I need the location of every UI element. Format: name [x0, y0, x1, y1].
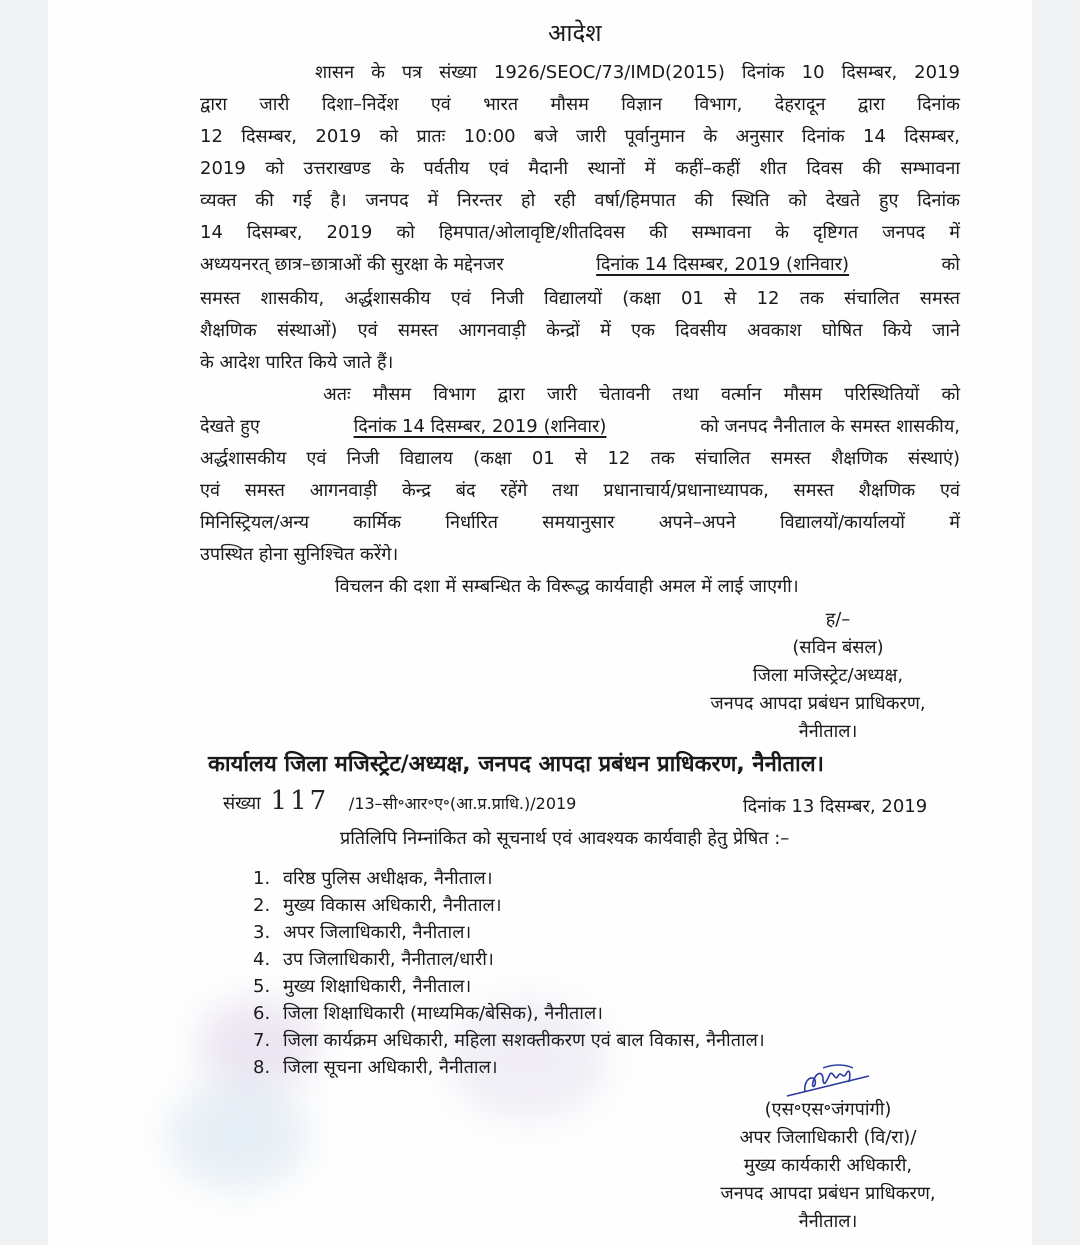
copy-list-item: 2. मुख्य विकास अधिकारी, नैनीताल।: [253, 895, 502, 916]
copy-list-item: 4. उप जिलाधिकारी, नैनीताल/धारी।: [253, 949, 494, 970]
reference-date: दिनांक 13 दिसम्बर, 2019: [743, 796, 928, 817]
para3-line: विचलन की दशा में सम्बन्धित के विरूद्ध कार्यवाही अमल में लाई जाएगी।: [335, 576, 799, 597]
handwritten-number: 117: [270, 786, 330, 816]
para1-text: को: [941, 254, 960, 275]
copy-list-item: 3. अपर जिलाधिकारी, नैनीताल।: [253, 922, 472, 943]
signatory-designation: अपर जिलाधिकारी (वि/रा)/: [739, 1127, 917, 1148]
para2-line: [200, 414, 960, 440]
signatory-authority: जनपद आपदा प्रबंधन प्राधिकरण,: [720, 1183, 936, 1204]
copy-list-item: 7. जिला कार्यक्रम अधिकारी, महिला सशक्तीकरण एवं बाल विकास, नैनीताल।: [253, 1030, 765, 1051]
highlighted-date: दिनांक 14 दिसम्बर, 2019 (शनिवार): [353, 416, 607, 437]
para2-line: उपस्थित होना सुनिश्चित करेंगे।: [200, 544, 399, 565]
signature-block-1: [648, 606, 988, 746]
signatory-place: नैनीताल।: [798, 721, 858, 742]
para2-text: देखते हुए: [200, 416, 260, 437]
scan-stain: [168, 1080, 308, 1190]
document-page: [48, 0, 1032, 1245]
para1-line: 12 दिसम्बर, 2019 को प्रातः 10:00 बजे जारी पूर्वानुमान के अनुसार दिनांक 14 दिसम्बर,: [200, 126, 960, 147]
para1-line: के आदेश पारित किये जाते हैं।: [200, 352, 394, 373]
signatory-name: (सविन बंसल): [792, 637, 884, 658]
para2-line: मिनिस्ट्रियल/अन्य कार्मिक निर्धारित समयानुसार अपने–अपने विद्यालयों/कार्यालयों में: [200, 512, 960, 533]
copy-list: [253, 866, 765, 1082]
para1-line: शासन के पत्र संख्या 1926/SEOC/73/IMD(2015) दिनांक 10 दिसम्बर, 2019: [315, 62, 960, 83]
para1-line: शैक्षणिक संस्थाओं) एवं समस्त आगनवाड़ी केन्द्रों में एक दिवसीय अवकाश घोषित किये जाने: [200, 320, 960, 341]
para1-line: 2019 को उत्तराखण्ड के पर्वतीय एवं मैदानी स्थानों में कहीं–कहीं शीत दिवस की सम्भावना: [200, 158, 960, 179]
para2-line: अतः मौसम विभाग द्वारा जारी चेतावनी तथा वर्त्मान मौसम परिस्थितियों को: [323, 384, 960, 405]
para2-text: को जनपद नैनीताल के समस्त शासकीय,: [700, 416, 960, 437]
reference-line: [223, 788, 576, 817]
document-title: आदेश: [548, 19, 602, 47]
signature-mark: ह/–: [825, 609, 851, 630]
signature-block-2: [678, 1096, 978, 1236]
para1-line: 14 दिसम्बर, 2019 को हिमपात/ओलावृष्टि/शीतदिवस की सम्भावना के दृष्टिगत जनपद में: [200, 222, 960, 243]
para2-line: एवं समस्त आगनवाड़ी केन्द्र बंद रहेंगे तथा प्रधानाचार्य/प्रधानाध्यापक, समस्त शैक्षणिक एवं: [200, 480, 960, 501]
copy-list-item: 1. वरिष्ठ पुलिस अधीक्षक, नैनीताल।: [253, 868, 493, 889]
para1-line: व्यक्त की गई है। जनपद में निरन्तर हो रही वर्षा/हिमपात की स्थिति को देखते हुए दिनांक: [200, 190, 960, 211]
para1-text: अध्ययनरत् छात्र–छात्राओं की सुरक्षा के मद्देनजर: [200, 254, 504, 275]
reference-label: संख्या: [223, 793, 261, 814]
para1-line: [200, 252, 960, 278]
signatory-name: (एस॰एस॰जंगपांगी): [764, 1099, 892, 1120]
signatory-designation: जिला मजिस्ट्रेट/अध्यक्ष,: [752, 665, 904, 686]
signatory-place: नैनीताल।: [798, 1211, 858, 1232]
signatory-authority: जनपद आपदा प्रबंधन प्राधिकरण,: [710, 693, 926, 714]
signatory-designation: मुख्य कार्यकारी अधिकारी,: [743, 1155, 913, 1176]
reference-code: /13–सी॰आर॰ए॰(आ.प्र.प्राधि.)/2019: [348, 794, 577, 813]
copy-list-item: 5. मुख्य शिक्षाधिकारी, नैनीताल।: [253, 976, 472, 997]
highlighted-date: दिनांक 14 दिसम्बर, 2019 (शनिवार): [596, 254, 850, 275]
para1-line: द्वारा जारी दिशा–निर्देश एवं भारत मौसम विज्ञान विभाग, देहरादून द्वारा दिनांक: [200, 94, 960, 115]
para1-line: समस्त शासकीय, अर्द्धशासकीय एवं निजी विद्यालयों (कक्षा 01 से 12 तक संचालित समस्त: [200, 288, 960, 309]
copy-list-item: 8. जिला सूचना अधिकारी, नैनीताल।: [253, 1057, 498, 1078]
office-heading: कार्यालय जिला मजिस्ट्रेट/अध्यक्ष, जनपद आपदा प्रबंधन प्राधिकरण, नैनीताल।: [208, 752, 825, 777]
para2-line: अर्द्धशासकीय एवं निजी विद्यालय (कक्षा 01 से 12 तक संचालित समस्त शैक्षणिक संस्थाएं): [200, 448, 960, 469]
copy-list-item: 6. जिला शिक्षाधिकारी (माध्यमिक/बेसिक), नैनीताल।: [253, 1003, 603, 1024]
copy-to-intro: प्रतिलिपि निम्नांकित को सूचनार्थ एवं आवश्यक कार्यवाही हेतु प्रेषित :–: [340, 828, 790, 849]
